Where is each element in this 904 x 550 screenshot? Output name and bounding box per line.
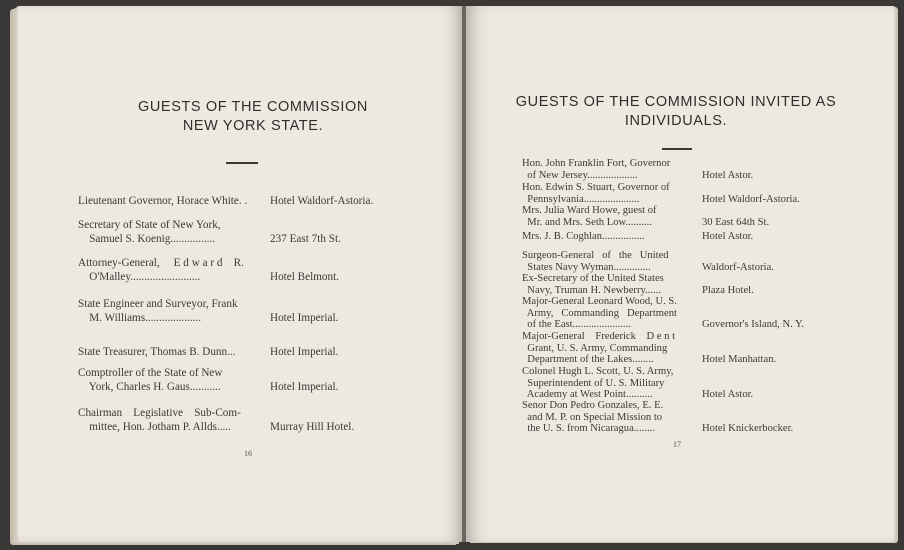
left-guest-entry bbox=[78, 194, 374, 208]
left-guest-name-line: O'Malley......................... bbox=[78, 271, 201, 283]
right-guest-entry bbox=[522, 331, 777, 366]
right-guest-name-line: Academy at West Point.......... bbox=[522, 389, 653, 400]
right-guest-name-line: Major-General Leonard Wood, U. S. bbox=[522, 296, 677, 307]
right-page-title bbox=[476, 93, 876, 131]
left-guest-name-line: Comptroller of the State of New bbox=[78, 367, 223, 379]
right-guest-name-line: Hon. John Franklin Fort, Governor bbox=[522, 158, 671, 169]
right-guest-name-line: Major-General Frederick D e n t bbox=[522, 331, 676, 342]
left-guest-name-line: Secretary of State of New York, bbox=[78, 219, 221, 231]
left-guest-entry bbox=[78, 218, 341, 246]
right-guest-entry bbox=[522, 182, 800, 205]
left-guest-name-line: Chairman Legislative Sub-Com- bbox=[78, 407, 241, 419]
right-guest-lodging: Governor's Island, N. Y. bbox=[702, 319, 804, 330]
right-title-rule bbox=[662, 148, 692, 150]
left-guest-name-line: State Treasurer, Thomas B. Dunn... bbox=[78, 346, 236, 358]
left-guest-lodging: 237 East 7th St. bbox=[270, 233, 341, 245]
left-guest-lodging: Hotel Imperial. bbox=[270, 346, 339, 358]
right-guest-entry bbox=[522, 250, 774, 273]
right-guest-lodging: Hotel Manhattan. bbox=[702, 354, 777, 365]
left-guest-name-line: mittee, Hon. Jotham P. Allds..... bbox=[78, 421, 231, 433]
right-guest-lodging: Hotel Knickerbocker. bbox=[702, 423, 794, 434]
right-guest-name-line: Ex-Secretary of the United States bbox=[522, 273, 664, 284]
right-guest-name-line: States Navy Wyman.............. bbox=[522, 261, 651, 273]
right-guest-name-line: Colonel Hugh L. Scott, U. S. Army, bbox=[522, 366, 674, 377]
right-page bbox=[466, 6, 894, 542]
right-title-line2: INDIVIDUALS. bbox=[624, 113, 728, 129]
left-page bbox=[18, 6, 464, 542]
right-guest-name-line: Superintendent of U. S. Military bbox=[522, 377, 665, 389]
right-guest-name-line: Hon. Edwin S. Stuart, Governor of bbox=[522, 182, 670, 193]
right-title-line1: GUESTS OF THE COMMISSION INVITED AS bbox=[515, 94, 837, 110]
left-title-rule bbox=[226, 162, 258, 164]
right-guest-name-line: Navy, Truman H. Newberry...... bbox=[522, 284, 661, 296]
left-guest-lodging: Hotel Imperial. bbox=[270, 312, 339, 324]
left-guest-lodging: Murray Hill Hotel. bbox=[270, 421, 355, 433]
left-guest-name-line: Lieutenant Governor, Horace White. . bbox=[78, 195, 248, 207]
right-page-number: 17 bbox=[673, 440, 681, 449]
right-guest-entry bbox=[522, 158, 754, 181]
left-guest-entry bbox=[78, 345, 339, 359]
right-guest-name-line: Pennsylvania..................... bbox=[522, 193, 640, 205]
right-guest-name-line: Mrs. Julia Ward Howe, guest of bbox=[522, 205, 657, 216]
right-guest-lodging: 30 East 64th St. bbox=[702, 216, 770, 228]
left-guest-lodging: Hotel Belmont. bbox=[270, 271, 339, 283]
open-book bbox=[8, 6, 898, 546]
left-page-number: 16 bbox=[244, 449, 252, 458]
right-guest-entry bbox=[522, 296, 804, 331]
left-guest-entry bbox=[78, 406, 355, 434]
right-guest-entry bbox=[522, 366, 754, 401]
left-guest-name-line: State Engineer and Surveyor, Frank bbox=[78, 298, 238, 310]
right-guest-name-line: Department of the Lakes........ bbox=[522, 354, 654, 365]
right-guest-name-line: Army, Commanding Department bbox=[522, 307, 677, 319]
right-guest-lodging: Plaza Hotel. bbox=[702, 284, 754, 296]
left-guest-entry bbox=[78, 366, 339, 394]
right-guest-lodging: Hotel Waldorf-Astoria. bbox=[702, 193, 800, 205]
left-page-title bbox=[58, 98, 448, 136]
left-guest-lodging: Hotel Imperial. bbox=[270, 381, 339, 393]
left-title-line2: NEW YORK STATE. bbox=[182, 118, 324, 134]
left-guest-entry bbox=[78, 297, 339, 325]
right-guest-name-line: Senor Don Pedro Gonzales, E. E. bbox=[522, 400, 664, 411]
right-guest-name-line: of the East...................... bbox=[522, 319, 631, 330]
left-guest-name-line: Attorney-General, E d w a r d R. bbox=[78, 257, 244, 269]
right-guest-name-line: Surgeon-General of the United bbox=[522, 250, 669, 261]
right-guest-lodging: Hotel Astor. bbox=[702, 169, 754, 181]
left-guest-lodging: Hotel Waldorf-Astoria. bbox=[270, 195, 374, 207]
right-guest-lodging: Hotel Astor. bbox=[702, 231, 754, 242]
left-guest-name-line: Samuel S. Koenig................ bbox=[78, 233, 216, 245]
right-guest-name-line: Mr. and Mrs. Seth Low.......... bbox=[522, 216, 652, 228]
right-guest-name-line: the U. S. from Nicaragua........ bbox=[522, 423, 655, 434]
left-guest-entry bbox=[78, 256, 339, 284]
left-guest-name-line: York, Charles H. Gaus........... bbox=[78, 381, 221, 393]
right-guest-name-line: Grant, U. S. Army, Commanding bbox=[522, 342, 668, 354]
right-guest-lodging: Hotel Astor. bbox=[702, 389, 754, 400]
left-guest-name-line: M. Williams.................... bbox=[78, 312, 202, 324]
right-guest-entry bbox=[522, 231, 754, 243]
right-guest-name-line: of New Jersey................... bbox=[522, 169, 638, 181]
right-guest-name-line: and M. P. on Special Mission to bbox=[522, 411, 663, 423]
right-guest-name-line: Mrs. J. B. Coghlan................ bbox=[522, 231, 645, 242]
right-guest-entry bbox=[522, 273, 754, 296]
left-title-line1: GUESTS OF THE COMMISSION bbox=[137, 99, 369, 115]
right-guest-lodging: Waldorf-Astoria. bbox=[702, 261, 774, 273]
right-guest-entry bbox=[522, 205, 770, 228]
right-guest-entry bbox=[522, 400, 794, 435]
